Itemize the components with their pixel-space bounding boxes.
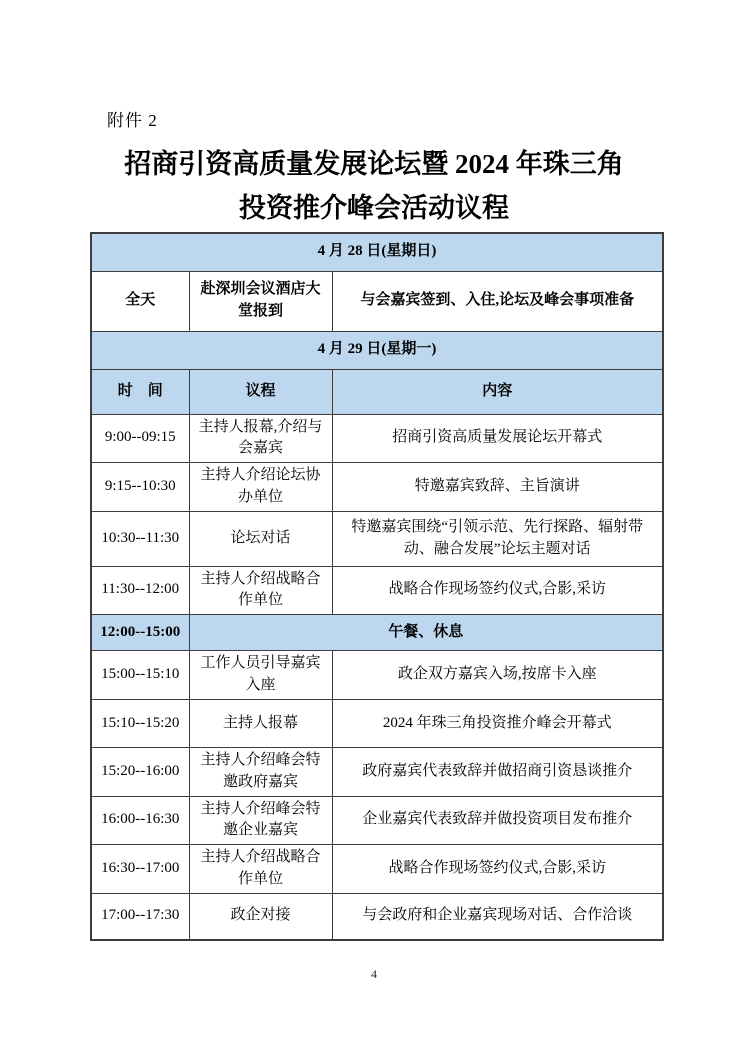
time-cell: 10:30--11:30 (91, 511, 189, 566)
agenda-cell: 论坛对话 (189, 511, 332, 566)
table-row (91, 796, 663, 845)
table-row (91, 700, 663, 748)
table-row (91, 463, 663, 512)
time-cell: 16:30--17:00 (91, 845, 189, 894)
table-row (91, 414, 663, 463)
content-cell: 招商引资高质量发展论坛开幕式 (332, 414, 663, 463)
agenda-cell: 主持人介绍战略合作单位 (189, 566, 332, 615)
time-cell: 16:00--16:30 (91, 796, 189, 845)
time-cell: 9:00--09:15 (91, 414, 189, 463)
table-row (91, 271, 663, 331)
time-cell: 15:00--15:10 (91, 651, 189, 700)
table-row-column-header (91, 369, 663, 414)
column-header-time: 时 间 (91, 369, 189, 414)
time-cell: 12:00--15:00 (91, 615, 189, 651)
time-cell: 11:30--12:00 (91, 566, 189, 615)
time-cell: 17:00--17:30 (91, 893, 189, 940)
agenda-cell: 主持人报幕,介绍与会嘉宾 (189, 414, 332, 463)
time-cell: 15:20--16:00 (91, 748, 189, 797)
content-cell: 与会政府和企业嘉宾现场对话、合作洽谈 (332, 893, 663, 940)
date-header-cell: 4 月 28 日(星期日) (91, 233, 663, 271)
table-row (91, 511, 663, 566)
page-number: 4 (371, 967, 377, 981)
table-row (91, 566, 663, 615)
date-header-cell: 4 月 29 日(星期一) (91, 331, 663, 369)
document-title (0, 142, 748, 230)
agenda-cell: 赴深圳会议酒店大堂报到 (189, 271, 332, 331)
content-cell: 战略合作现场签约仪式,合影,采访 (332, 566, 663, 615)
content-cell: 政府嘉宾代表致辞并做招商引资恳谈推介 (332, 748, 663, 797)
table-row (91, 893, 663, 940)
table-row (91, 845, 663, 894)
content-cell: 政企双方嘉宾入场,按席卡入座 (332, 651, 663, 700)
table-row-date-header (91, 331, 663, 369)
agenda-cell: 主持人介绍峰会特邀企业嘉宾 (189, 796, 332, 845)
table-row (91, 748, 663, 797)
content-cell: 战略合作现场签约仪式,合影,采访 (332, 845, 663, 894)
agenda-table (90, 232, 664, 941)
attachment-label: 附件 2 (107, 111, 158, 130)
agenda-cell: 主持人介绍峰会特邀政府嘉宾 (189, 748, 332, 797)
lunch-break-cell: 午餐、休息 (189, 615, 663, 651)
agenda-cell: 主持人介绍战略合作单位 (189, 845, 332, 894)
agenda-cell: 政企对接 (189, 893, 332, 940)
content-cell: 特邀嘉宾围绕“引领示范、先行探路、辐射带动、融合发展”论坛主题对话 (332, 511, 663, 566)
content-cell: 2024 年珠三角投资推介峰会开幕式 (332, 700, 663, 748)
column-header-agenda: 议程 (189, 369, 332, 414)
table-row-date-header (91, 233, 663, 271)
time-cell: 9:15--10:30 (91, 463, 189, 512)
column-header-content: 内容 (332, 369, 663, 414)
table-row-lunch-break (91, 615, 663, 651)
content-cell: 特邀嘉宾致辞、主旨演讲 (332, 463, 663, 512)
content-cell: 企业嘉宾代表致辞并做投资项目发布推介 (332, 796, 663, 845)
agenda-cell: 工作人员引导嘉宾入座 (189, 651, 332, 700)
document-title-line1: 招商引资高质量发展论坛暨 2024 年珠三角 (124, 149, 624, 179)
document-title-line2: 投资推介峰会活动议程 (239, 193, 509, 223)
time-cell: 全天 (91, 271, 189, 331)
agenda-cell: 主持人报幕 (189, 700, 332, 748)
table-row (91, 651, 663, 700)
time-cell: 15:10--15:20 (91, 700, 189, 748)
agenda-cell: 主持人介绍论坛协办单位 (189, 463, 332, 512)
content-cell: 与会嘉宾签到、入住,论坛及峰会事项准备 (332, 271, 663, 331)
